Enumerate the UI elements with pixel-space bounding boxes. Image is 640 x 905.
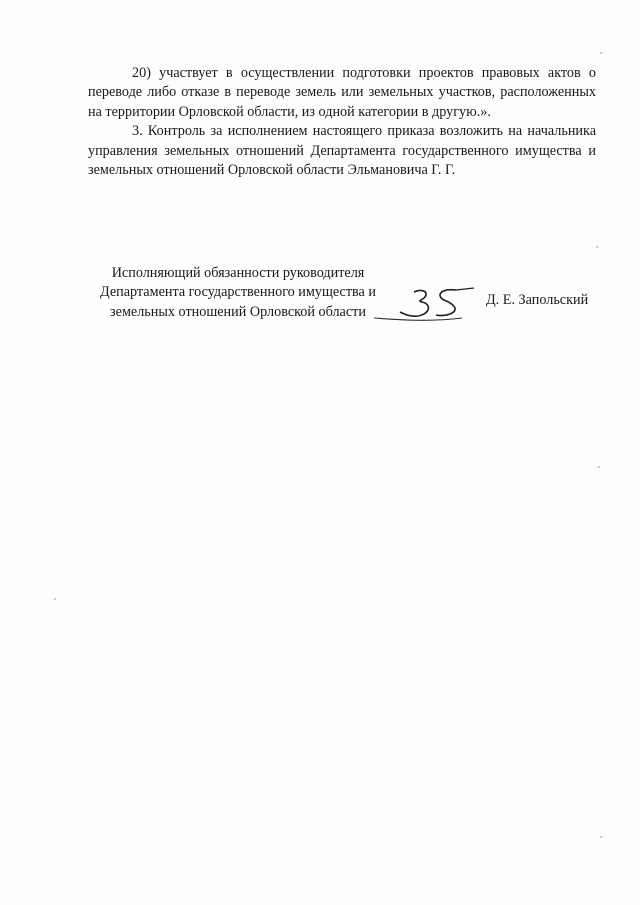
scan-speck <box>598 466 600 468</box>
paragraph-item-20: 20) участвует в осуществлении подготовки проектов правовых актов о переводе либо отказе в переводе земель или земельных участков, расположенных на территории Орловской области, из одной категории в другую.». <box>88 65 596 120</box>
signatory-title <box>88 264 388 322</box>
handwritten-signature <box>370 282 480 326</box>
scan-speck <box>596 246 598 248</box>
scan-speck <box>54 598 56 600</box>
signature-block <box>88 264 608 322</box>
signatory-name: Д. Е. Запольский <box>486 292 589 308</box>
signatory-title-line: Исполняющий обязанности руководителя <box>111 265 365 281</box>
scan-speck <box>600 52 602 54</box>
document-body <box>88 64 596 180</box>
scan-speck <box>600 836 602 838</box>
signatory-title-line: Департамента государственного имущества и <box>99 284 376 301</box>
paragraph-control-clause: 3. Контроль за исполнением настоящего приказа возложить на начальника управления земельных отношений Департамента государственного имущества и земельных отношений Орловской области Эльмановича Г. Г. <box>88 123 596 179</box>
signatory-title-line: земельных отношений Орловской области <box>110 303 366 320</box>
